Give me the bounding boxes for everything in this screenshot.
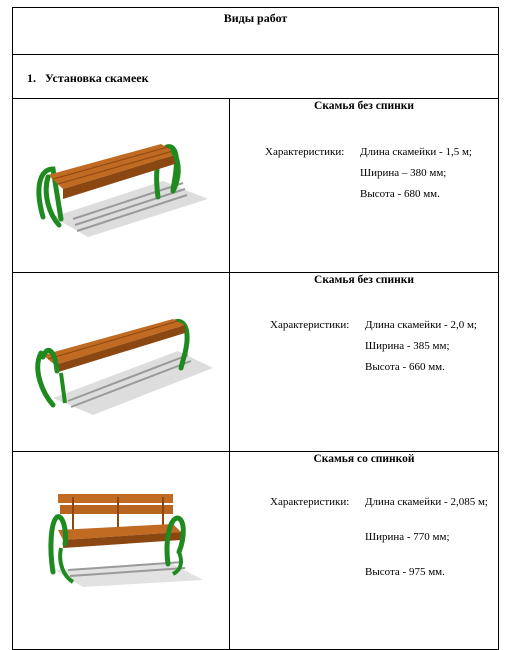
specs-label: Характеристики: <box>265 146 345 158</box>
bench-description-cell <box>230 99 499 273</box>
spec-width: Ширина – 380 мм; <box>360 167 447 179</box>
spec-length: Длина скамейки - 2,0 м; <box>365 319 477 331</box>
spec-height: Высота - 660 мм. <box>365 361 445 373</box>
spec-length: Длина скамейки - 2,085 м; <box>365 496 488 508</box>
works-table <box>12 7 499 650</box>
bench-description-cell <box>230 273 499 452</box>
spec-width: Ширина - 770 мм; <box>365 531 450 543</box>
table-header-cell <box>13 8 499 55</box>
specs-label: Характеристики: <box>270 496 350 508</box>
bench-without-back-image <box>13 273 230 451</box>
bench-without-back-image <box>13 99 230 272</box>
bench-title: Скамья без спинки <box>314 274 414 286</box>
section-heading: 1. Установка скамеек <box>27 71 149 85</box>
spec-height: Высота - 975 мм. <box>365 566 445 578</box>
spec-width: Ширина - 385 мм; <box>365 340 450 352</box>
bench-description-cell <box>230 452 499 650</box>
spec-length: Длина скамейки - 1,5 м; <box>360 146 472 158</box>
bench-image-cell <box>13 273 230 452</box>
bench-title: Скамья со спинкой <box>313 453 415 465</box>
table-header-title: Виды работ <box>223 11 288 25</box>
spec-height: Высота - 680 мм. <box>360 188 440 200</box>
bench-image-cell <box>13 452 230 650</box>
bench-title: Скамья без спинки <box>314 100 414 112</box>
section-heading-cell <box>13 55 499 99</box>
bench-with-back-image <box>13 452 230 648</box>
bench-image-cell <box>13 99 230 273</box>
specs-label: Характеристики: <box>270 319 350 331</box>
